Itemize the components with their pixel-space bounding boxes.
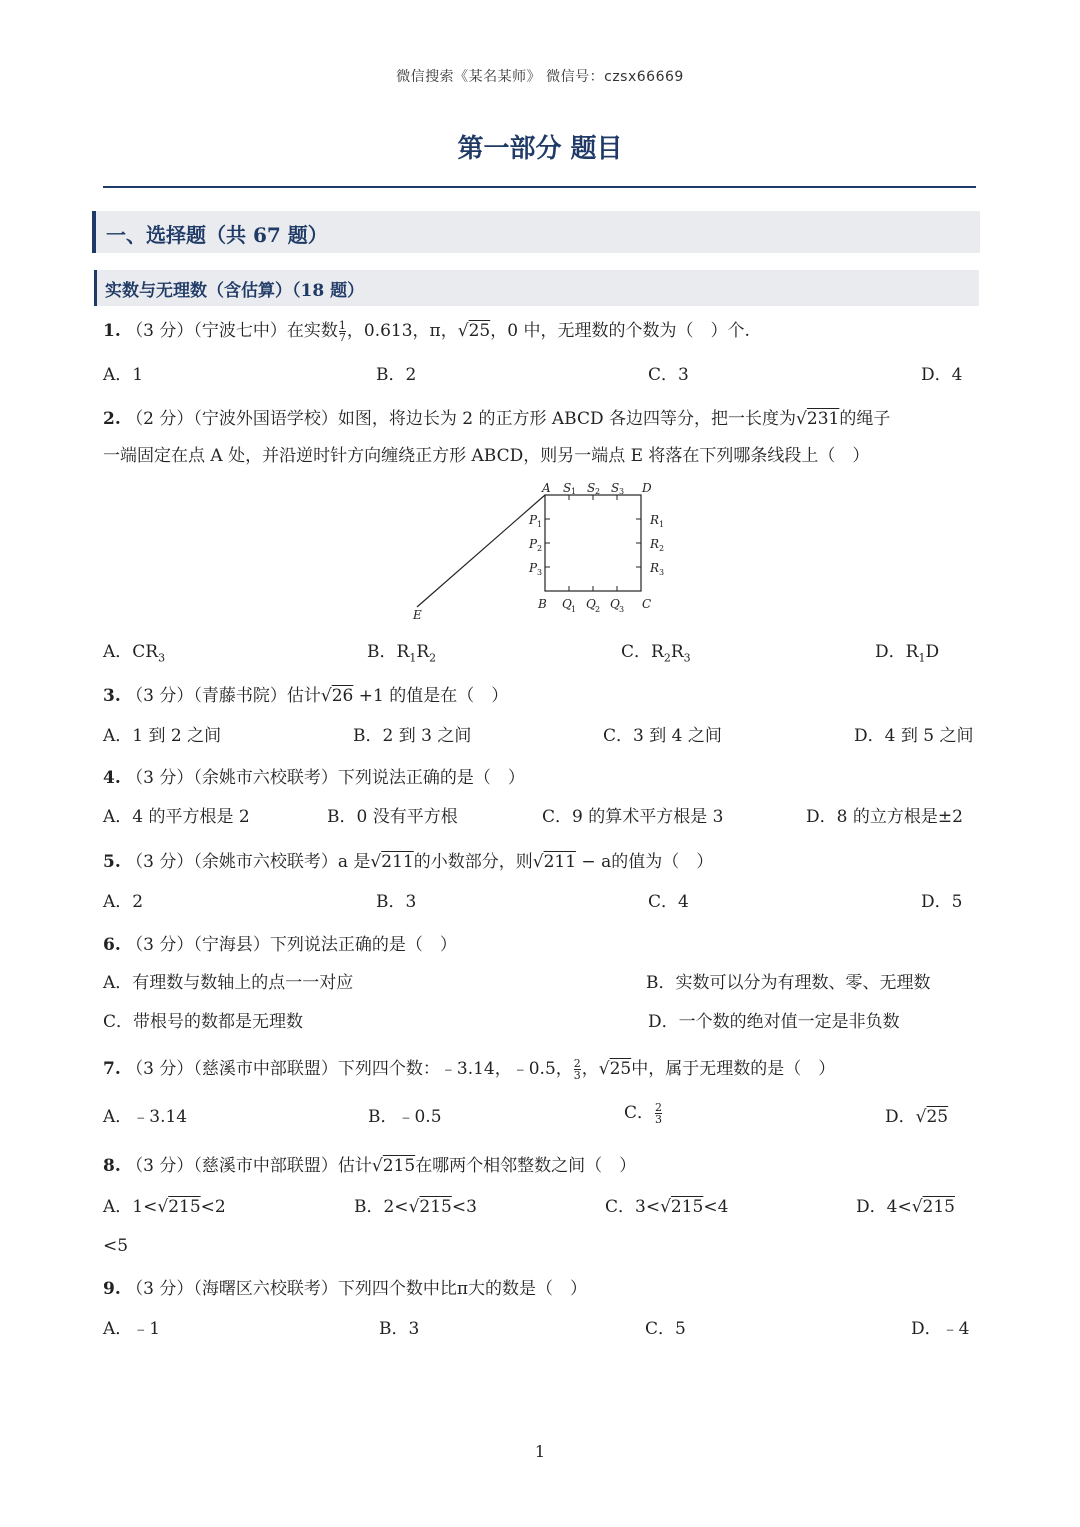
- radicand: 25: [468, 321, 491, 341]
- subscript: 2: [663, 651, 671, 665]
- radicand: 26: [331, 686, 354, 706]
- question-number: 8.: [103, 1156, 121, 1176]
- label-b: B: [538, 597, 547, 611]
- subscript: 1: [918, 651, 926, 665]
- option-a: A．有理数与数轴上的点一一对应: [103, 973, 354, 993]
- question-text: ，: [581, 1059, 599, 1079]
- question-text: 中，属于无理数的是（ ）: [631, 1059, 836, 1079]
- fraction: [574, 1058, 581, 1081]
- sqrt-expression: √25: [915, 1107, 949, 1127]
- option-a: A．﹣3.14: [103, 1107, 188, 1127]
- question-text: − a的值为（ ）: [576, 852, 714, 872]
- subscript: 3: [158, 651, 166, 665]
- option-b: [367, 641, 436, 669]
- radicand: 215: [382, 1156, 416, 1176]
- section-heading: 一、选择题（共 67 题）: [106, 223, 328, 247]
- label-s3: S: [611, 481, 620, 495]
- option-a: [103, 1196, 226, 1218]
- option-b: [354, 1196, 477, 1218]
- sqrt-expression: √211: [370, 852, 414, 872]
- section-heading-band: [92, 211, 980, 253]
- radicand: 211: [543, 852, 577, 872]
- subscript: 1: [409, 651, 417, 665]
- label-s1-sub: 1: [571, 487, 577, 496]
- option-c: C．5: [645, 1319, 686, 1339]
- radicand: 25: [926, 1107, 949, 1127]
- option-b: B．2 到 3 之间: [353, 726, 472, 746]
- label-r3: R: [650, 561, 660, 575]
- question-text: （3 分）（慈溪市中部联盟）估计: [126, 1156, 372, 1176]
- label-p3: P: [529, 561, 538, 575]
- question-number: 3.: [103, 686, 121, 706]
- question-9: [103, 1278, 587, 1300]
- question-number: 5.: [103, 852, 121, 872]
- question-2: [103, 408, 890, 430]
- label-r1-sub: 1: [659, 520, 665, 529]
- sqrt-expression: √26: [320, 686, 354, 706]
- label-q3-sub: 3: [619, 605, 625, 614]
- label-q3: Q: [610, 597, 620, 611]
- label-q2: Q: [586, 597, 596, 611]
- square-figure: [405, 478, 685, 626]
- radicand: 231: [806, 409, 840, 429]
- denominator: 3: [655, 1113, 663, 1126]
- question-text: （3 分）（慈溪市中部联盟）下列四个数：﹣3.14，﹣0.5，: [126, 1059, 573, 1079]
- option-text: R: [905, 642, 919, 662]
- option-b: B．2: [376, 365, 417, 385]
- option-text: <4: [703, 1197, 729, 1217]
- sqrt-expression: √215: [408, 1197, 452, 1217]
- radicand: 211: [381, 852, 414, 872]
- option-d: D．8 的立方根是±2: [806, 807, 963, 827]
- label-s2: S: [587, 481, 596, 495]
- option-prefix: C．: [624, 1103, 655, 1123]
- option-c: C．3 到 4 之间: [603, 726, 722, 746]
- option-c: C．3: [648, 365, 689, 385]
- option-text: R: [416, 642, 430, 662]
- numerator: 1: [338, 319, 346, 332]
- question-number: 6.: [103, 935, 121, 955]
- option-c: [605, 1196, 728, 1218]
- question-text: （3 分）（青藤书院）估计: [126, 686, 321, 706]
- label-p1-sub: 1: [537, 520, 543, 529]
- option-a: A．2: [103, 892, 144, 912]
- subscript: 3: [683, 651, 691, 665]
- subsection-heading-band: [94, 270, 979, 306]
- label-q1: Q: [562, 597, 572, 611]
- option-prefix: A．: [103, 642, 133, 662]
- label-r2: R: [650, 537, 660, 551]
- question-text: （3 分）（宁波七中）在实数: [126, 321, 338, 341]
- question-2-line2: 一端固定在点 A 处，并沿逆时针方向缠绕正方形 ABCD，则另一端点 E 将落在下列哪条线段上（ ）: [103, 446, 870, 466]
- option-d: [885, 1106, 948, 1128]
- question-3: [103, 685, 508, 707]
- question-text: ，0.613，π，: [346, 321, 458, 341]
- option-c: C．4: [648, 892, 689, 912]
- page-title: 第一部分 题目: [457, 134, 623, 164]
- option-text: R: [670, 642, 684, 662]
- option-b: B．﹣0.5: [368, 1107, 442, 1127]
- option-a: [103, 641, 165, 669]
- label-s1: S: [563, 481, 572, 495]
- option-text: <2: [200, 1197, 226, 1217]
- option-d: [875, 641, 939, 669]
- option-a: A．﹣1: [103, 1319, 161, 1339]
- question-number: 9.: [103, 1279, 121, 1299]
- question-4: [103, 767, 525, 789]
- option-b: B．0 没有平方根: [327, 807, 458, 827]
- title-divider: [103, 186, 976, 188]
- option-d: D．一个数的绝对值一定是非负数: [648, 1012, 900, 1032]
- option-d: [856, 1196, 955, 1218]
- option-text: R: [396, 642, 410, 662]
- option-c: [624, 1102, 663, 1125]
- denominator: 3: [573, 1069, 581, 1082]
- sqrt-expression: √211: [532, 852, 577, 872]
- question-text: （3 分）（海曙区六校联考）下列四个数中比π大的数是（ ）: [126, 1279, 588, 1299]
- sqrt-expression: √215: [157, 1197, 201, 1217]
- subscript: 2: [429, 651, 437, 665]
- option-a: A．1 到 2 之间: [103, 726, 222, 746]
- option-b: B．实数可以分为有理数、零、无理数: [646, 973, 931, 993]
- option-c: [621, 641, 691, 669]
- label-c: C: [642, 597, 652, 611]
- label-p3-sub: 3: [537, 568, 543, 577]
- rope-line: [417, 495, 545, 607]
- question-7: [103, 1058, 835, 1081]
- question-1: [103, 320, 750, 343]
- option-d: D．﹣4: [911, 1319, 970, 1339]
- option-text: <3: [451, 1197, 477, 1217]
- label-d: D: [642, 481, 652, 495]
- question-text: 的绳子: [839, 409, 891, 429]
- label-r1: R: [650, 513, 660, 527]
- question-6: [103, 934, 457, 956]
- sqrt-expression: √215: [911, 1197, 955, 1217]
- label-p2-sub: 2: [537, 544, 543, 553]
- question-text: +1 的值是在（ ）: [353, 686, 509, 706]
- label-a: A: [542, 481, 551, 495]
- option-text: CR: [132, 642, 159, 662]
- sqrt-expression: √25: [598, 1059, 632, 1079]
- question-text: （3 分）（余姚市六校联考）下列说法正确的是（ ）: [126, 768, 525, 788]
- option-prefix: A．1<: [103, 1197, 158, 1217]
- header-note: 微信搜索《某名某师》 微信号：czsx66669: [396, 69, 684, 85]
- question-8: [103, 1155, 636, 1177]
- option-prefix: D．: [885, 1107, 916, 1127]
- option-d: D．4 到 5 之间: [854, 726, 974, 746]
- option-d: D．4: [921, 365, 963, 385]
- question-number: 7.: [103, 1059, 121, 1079]
- option-prefix: C．3<: [605, 1197, 661, 1217]
- sqrt-expression: √215: [660, 1197, 704, 1217]
- question-number: 1.: [103, 321, 121, 341]
- sqrt-expression: √231: [796, 409, 840, 429]
- square-abcd: [545, 495, 641, 591]
- radicand: 215: [168, 1197, 201, 1217]
- option-text: D: [925, 642, 940, 662]
- label-q2-sub: 2: [595, 605, 601, 614]
- denominator: 7: [338, 331, 346, 344]
- option-b: B．3: [376, 892, 417, 912]
- option-prefix: C．: [621, 642, 652, 662]
- question-number: 4.: [103, 768, 121, 788]
- label-s2-sub: 2: [595, 487, 601, 496]
- question-text: （2 分）（宁波外国语学校）如图，将边长为 2 的正方形 ABCD 各边四等分，把一长度为: [126, 409, 797, 429]
- label-s3-sub: 3: [619, 487, 625, 496]
- sqrt-expression: √215: [371, 1156, 416, 1176]
- option-c: C．9 的算术平方根是 3: [542, 807, 724, 827]
- fraction: [339, 320, 346, 343]
- sqrt-expression: √25: [457, 321, 491, 341]
- radicand: 25: [609, 1059, 632, 1079]
- numerator: 2: [655, 1101, 663, 1114]
- option-a: A．1: [103, 365, 144, 385]
- option-d-wrap: <5: [103, 1236, 129, 1256]
- option-prefix: B．2<: [354, 1197, 409, 1217]
- question-text: ，0 中，无理数的个数为（ ）个.: [490, 321, 750, 341]
- option-a: A．4 的平方根是 2: [103, 807, 250, 827]
- radicand: 215: [922, 1197, 955, 1217]
- radicand: 215: [670, 1197, 704, 1217]
- label-p1: P: [529, 513, 538, 527]
- option-prefix: D．4<: [856, 1197, 912, 1217]
- question-text: （3 分）（余姚市六校联考）a 是: [126, 852, 371, 872]
- numerator: 2: [573, 1057, 581, 1070]
- question-text: 的小数部分，则: [413, 852, 533, 872]
- question-text: 在哪两个相邻整数之间（ ）: [415, 1156, 637, 1176]
- option-text: R: [651, 642, 664, 662]
- label-e: E: [413, 608, 422, 622]
- fraction: [655, 1102, 662, 1125]
- label-p2: P: [529, 537, 538, 551]
- subsection-heading: 实数与无理数（含估算）（18 题）: [105, 281, 365, 301]
- option-prefix: B．: [367, 642, 397, 662]
- option-b: B．3: [379, 1319, 420, 1339]
- label-r2-sub: 2: [659, 544, 665, 553]
- radicand: 215: [419, 1197, 452, 1217]
- label-q1-sub: 1: [571, 605, 577, 614]
- question-5: [103, 851, 713, 873]
- option-prefix: D．: [875, 642, 906, 662]
- option-d: D．5: [921, 892, 963, 912]
- question-text: （3 分）（宁海县）下列说法正确的是（ ）: [126, 935, 457, 955]
- question-number: 2.: [103, 409, 121, 429]
- option-c: C．带根号的数都是无理数: [103, 1012, 304, 1032]
- label-r3-sub: 3: [659, 568, 665, 577]
- page-number: 1: [534, 1442, 546, 1461]
